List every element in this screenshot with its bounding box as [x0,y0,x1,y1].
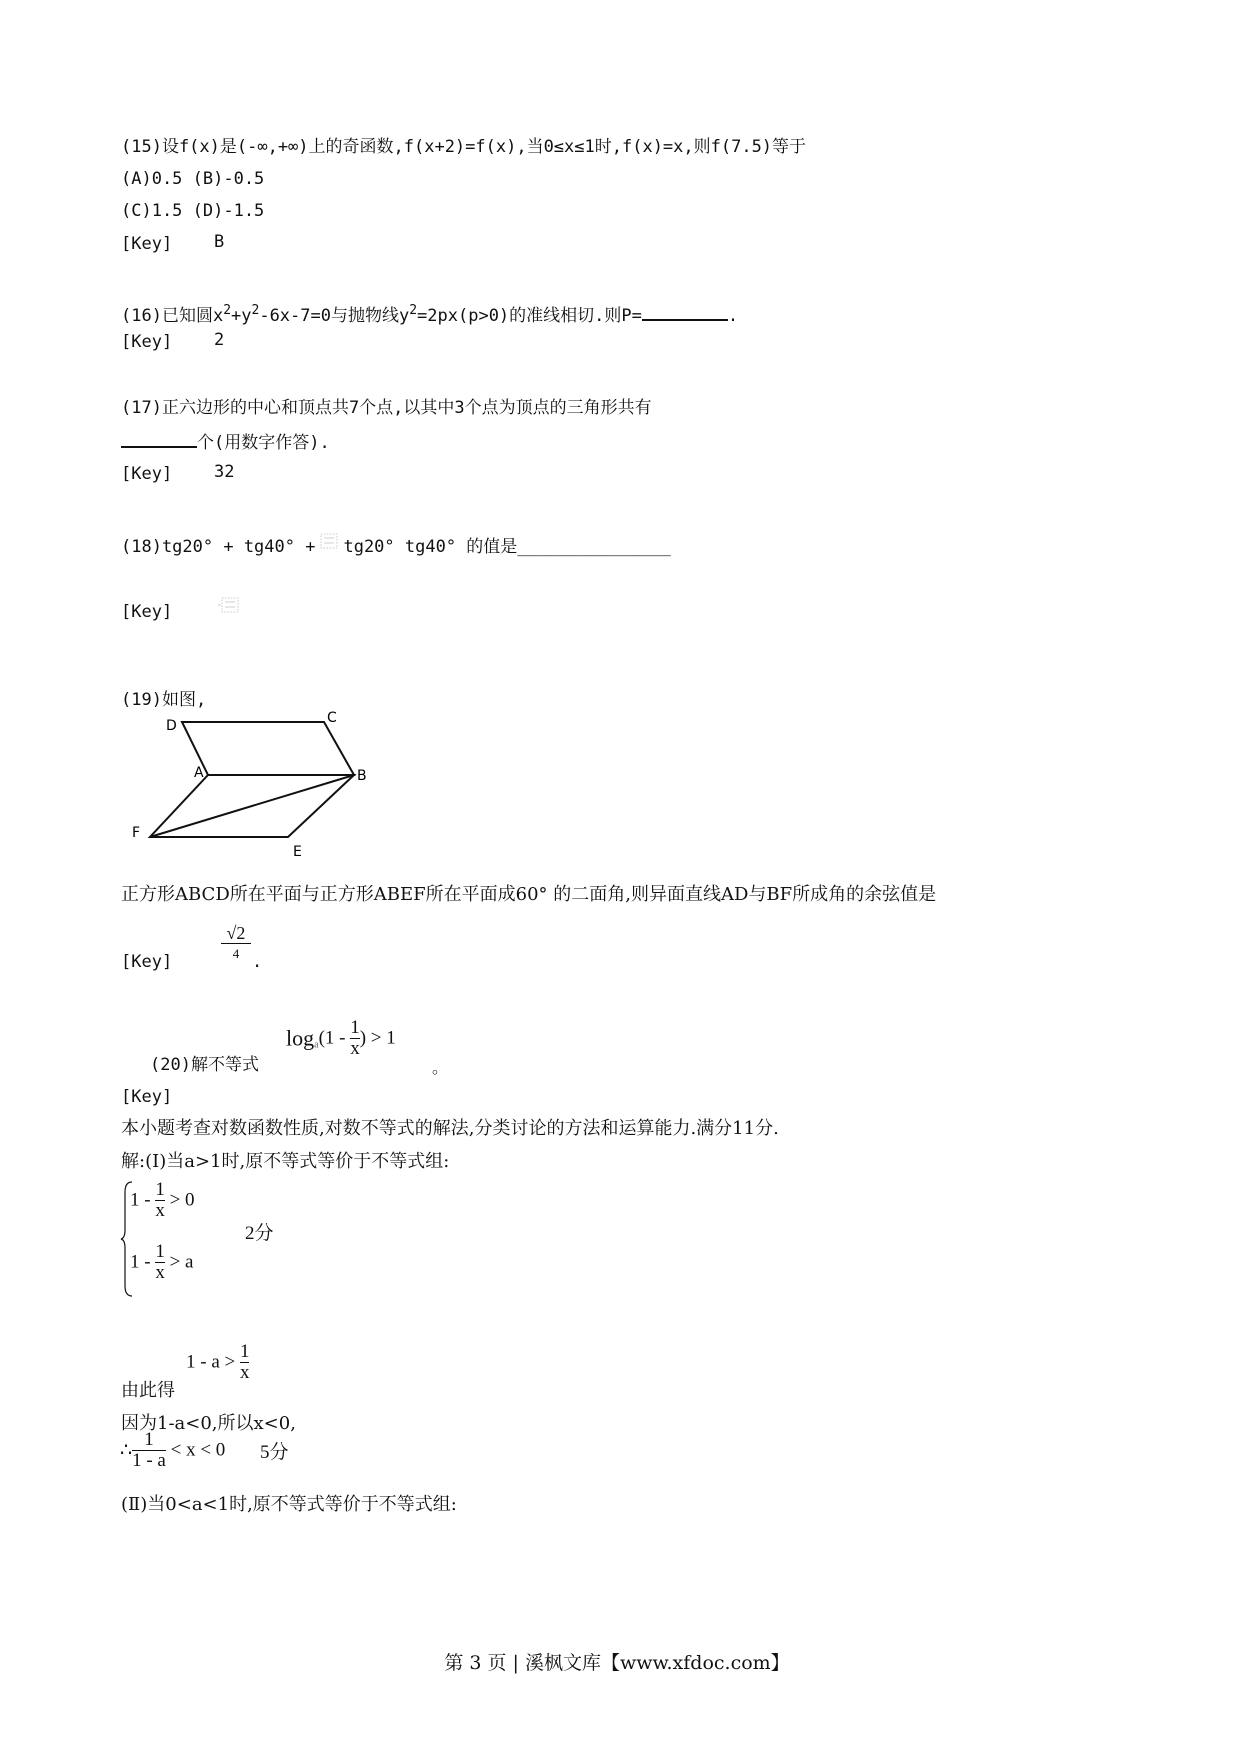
q16-stem-a: (16)已知圆x [121,306,224,326]
q19-key-end: . [252,952,263,972]
q19-label-c: C [327,710,337,726]
q20-inequality [286,1018,396,1059]
q20-derive-label: 由此得 [121,1380,175,1401]
q20-sys-row2-b: > a [164,1251,194,1273]
q20-result-num: 1 [144,1429,154,1450]
q20-score1: 2分 [245,1223,274,1244]
q15-options-ab: (A)0.5 (B)-0.5 [121,169,265,189]
q20-therefore-symbol: ∴ [120,1440,133,1461]
q20-result-den: 1 - a [132,1450,166,1471]
q19-label-a: A [194,765,204,781]
q16-stem-d: =2px(p>0)的准线相切.则P= [417,306,642,326]
q20-sys-row1-frac [155,1180,165,1221]
q20-result-tail: < x < 0 [165,1439,226,1461]
q20-derive-formula [186,1342,249,1383]
q16-key-value: 2 [214,330,225,350]
q20-result-frac [132,1430,166,1471]
q20-key-label: [Key] [121,1087,173,1107]
q15-options-cd: (C)1.5 (D)-1.5 [121,201,265,221]
q18-broken-formula-icon [315,532,343,552]
q18-stem [121,532,671,559]
q19-stem: (19)如图, [121,690,207,710]
q19-key-numerator: √2 [226,923,246,943]
q20-because: 因为1-a<0,所以x<0, [121,1413,296,1434]
q20-derive-num: 1 [239,1341,250,1362]
q19-key-denominator: 4 [221,943,251,964]
q19-figure [128,710,378,860]
q20-system-row1 [130,1180,195,1221]
q17-key-label: [Key] [121,464,173,484]
q18-inline-formula-image [315,532,343,550]
q19-key-frac [221,923,251,964]
q20-ineq-den: x [350,1038,360,1059]
q20-sys-row1-num: 1 [155,1179,165,1200]
q19-label-d: D [166,718,177,734]
q20-sys-row2-num: 1 [155,1241,165,1262]
q20-sys-row1-a: 1 - [130,1189,156,1211]
q19-label-e: E [293,844,302,860]
q18-stem-a: (18)tg20° + tg40° + [121,537,316,557]
q16-stem-c: -6x-7=0与抛物线y [259,306,410,326]
q20-stem: (20)解不等式 [150,1055,259,1075]
q18-key-label: [Key] [121,602,173,622]
q17-stem-line2-text: 个(用数字作答). [197,433,330,453]
q20-result [120,1430,289,1471]
q17-stem-line2 [121,428,330,455]
q20-derive-den: x [239,1362,250,1383]
q20-intro: 本小题考查对数函数性质,对数不等式的解法,分类讨论的方法和运算能力.满分11分. [121,1118,779,1139]
q20-sys-row1-b: > 0 [164,1189,195,1211]
q20-sys-row2-frac [155,1242,165,1283]
q16-sup2: 2 [251,303,260,318]
q19-label-f: F [132,825,141,841]
q20-ineq-a: (1 - [318,1027,351,1049]
q20-ineq-end: 。 [432,1058,449,1077]
q20-ineq-num: 1 [350,1017,360,1038]
q20-case2: (Ⅱ)当0<a<1时,原不等式等价于不等式组: [121,1494,457,1515]
q20-ineq-frac [350,1018,360,1059]
q19-geometry-diagram [128,710,378,860]
q16-sup3: 2 [409,303,418,318]
q17-answer-blank [121,428,197,448]
q16-stem-end: . [727,306,739,326]
q20-sys-row1-den: x [155,1200,165,1221]
q15-stem: (15)设f(x)是(-∞,+∞)上的奇函数,f(x+2)=f(x),当0≤x≤1时,f(x)=x,则f(7.5)等于 [121,137,807,157]
q20-log: log [286,1025,315,1051]
q15-key-value: B [214,232,225,252]
q20-case1: 解:(Ⅰ)当a>1时,原不等式等价于不等式组: [121,1151,450,1172]
q19-body: 正方形ABCD所在平面与正方形ABEF所在平面成60° 的二面角,则异面直线AD与BF所成角的余弦值是 [121,884,937,905]
q17-key-value: 32 [214,462,235,482]
q16-stem-b: +y [231,306,252,326]
q20-score2: 5分 [260,1442,289,1463]
q20-sys-row2-den: x [155,1262,165,1283]
q19-label-b: B [357,768,367,784]
q20-sys-row2-a: 1 - [130,1251,156,1273]
q19-key-fraction [221,923,251,964]
q15-key-label: [Key] [121,234,173,254]
q20-derive-frac [240,1342,250,1383]
q18-key-broken-formula-icon [216,594,246,618]
q20-log-base: a [314,1039,319,1051]
q16-stem [121,299,738,328]
q17-stem-line1: (17)正六边形的中心和顶点共7个点,以其中3个点为顶点的三角形共有 [121,398,652,418]
q16-key-label: [Key] [121,332,173,352]
q19-key-label: [Key] [121,952,173,972]
q16-sup1: 2 [223,303,232,318]
q20-ineq-b: ) > 1 [359,1027,396,1049]
q20-system-row2 [130,1242,193,1283]
q18-key-formula-image [216,594,246,618]
q16-answer-blank [642,301,728,321]
q20-derive-lhs: 1 - a > [186,1351,240,1373]
q18-stem-b: tg20° tg40° 的值是 [343,537,518,557]
q20-system [120,1180,420,1300]
q18-blank: _______________ [517,537,671,557]
page-footer: 第 3 页 | 溪枫文库【www.xfdoc.com】 [444,1652,790,1674]
